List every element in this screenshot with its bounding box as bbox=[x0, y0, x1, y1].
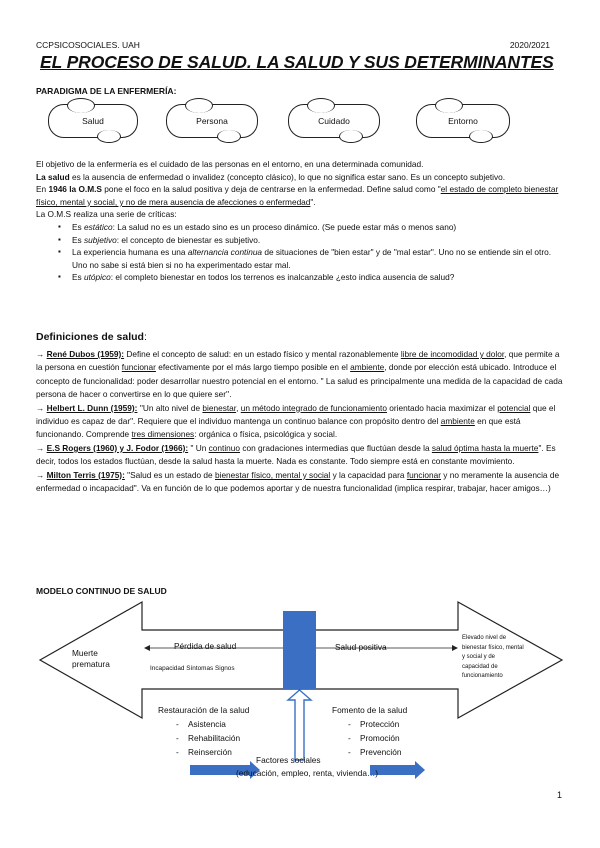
list-item: - Reinserción bbox=[176, 747, 232, 757]
def-terris: → Milton Terris (1975): "Salud es un estado de bienestar físico, mental y social y la capacidad para funcionar y no meramente la ausencia de enfermedad o incapacidad". Va en función de lo que podemos aportar y de nuestra funcionalidad (implica respirar, trabajar, hacer amigos…) bbox=[36, 469, 560, 494]
list-item: - Prevención bbox=[348, 747, 402, 757]
header-course: CCPSICOSOCIALES. UAH bbox=[36, 40, 140, 50]
page-title: EL PROCESO DE SALUD. LA SALUD Y SUS DETERMINANTES bbox=[40, 52, 554, 72]
promotion-block bbox=[332, 703, 407, 759]
positive-label: Salud positiva bbox=[335, 642, 387, 652]
left-end-label: Muerte prematura bbox=[72, 648, 110, 669]
loss-label: Pérdida de salud bbox=[174, 641, 237, 651]
cloud-persona: Persona bbox=[166, 104, 258, 138]
list-item: ▪ La experiencia humana es una alternancia continua de situaciones de "bien estar" y de "mal estar". Uno no se entiende sin el otro. Uno no sabe si está bien si no ha experimentado estar mal. bbox=[36, 246, 566, 271]
loss-arrow-head bbox=[144, 645, 150, 651]
list-item: - Promoción bbox=[348, 733, 400, 743]
intro-p2: La salud es la ausencia de enfermedad o invalidez (concepto clásico), lo que no significa estar sano. Es un concepto subjetivo. bbox=[36, 171, 506, 182]
list-item: ▪ Es estático: La salud no es un estado sino es un proceso dinámico. (Se puede estar más o menos sano) bbox=[36, 221, 566, 234]
def-dubos: → René Dubos (1959): Define el concepto de salud: en un estado físico y mental razonablemente libre de incomodidad y dolor, que permite a la persona en cuestión funcionar efectivamente por el más largo tiempo posible en el ambiente, donde por elección está ubicado. Introduce el concepto de funcionalidad: poder desarrollar nuestro potencial en el entorno. " La salud es principalmente una medida de la capacidad de cada persona de hacer o convertirse en lo que quiere ser''. bbox=[36, 349, 563, 400]
intro-p4: La O.M.S realiza una serie de críticas: bbox=[36, 209, 177, 220]
intro-p3: En 1946 la O.M.S pone el foco en la salud positiva y deja de centrarse en la enfermedad. Define salud como "el estado de completo bienestar físico, mental y social, y no de mera ausencia de afecciones o enfermedad". bbox=[36, 184, 559, 207]
factors-label: Factores sociales bbox=[256, 755, 321, 765]
header-year: 2020/2021 bbox=[509, 40, 550, 50]
def-rogers: → E.S Rogers (1960) y J. Fodor (1966): " Un continuo con gradaciones intermedias que fluctúan desde la salud óptima hasta la muerte". Es decir, todos los estados fluctúan, desde la salud hasta la muerte. Nada es constante. Todo siempre está en constante movimiento. bbox=[36, 442, 556, 467]
right-blue-arrow bbox=[370, 761, 425, 779]
list-item: ▪ Es subjetivo: el concepto de bienestar es subjetivo. bbox=[36, 234, 566, 247]
def-dunn: → Helbert L. Dunn (1959): ''Un alto nivel de bienestar, un método integrado de funcionamiento orientado hacia maximizar el potencial que el individuo es capaz de dar". Requiere que el individuo mantenga un continuo balance con propósito dentro del ambiente en que está funcionando. Comprende tres dimensiones: orgánica o física, psicológica y social. bbox=[36, 402, 556, 440]
model-heading: MODELO CONTINUO DE SALUD bbox=[36, 586, 167, 596]
intro-p1: El objetivo de la enfermería es el cuidado de las personas en el entorno, en una determinada comunidad. bbox=[36, 159, 424, 169]
center-bar bbox=[283, 611, 316, 689]
page-number: 1 bbox=[556, 790, 562, 800]
factors-sub-label: (educación, empleo, renta, vivienda…) bbox=[236, 768, 379, 778]
paradigm-heading: PARADIGMA DE LA ENFERMERÍA: bbox=[36, 86, 177, 96]
positive-arrow-head bbox=[452, 645, 458, 651]
up-arrow bbox=[288, 690, 311, 760]
cloud-entorno: Entorno bbox=[416, 104, 510, 138]
restoration-block bbox=[158, 703, 249, 759]
list-item: - Asistencia bbox=[176, 719, 226, 729]
loss-sub-label: Incapacidad Síntomas Signos bbox=[150, 665, 235, 672]
cloud-cuidado: Cuidado bbox=[288, 104, 380, 138]
list-item: - Protección bbox=[348, 719, 400, 729]
cloud-salud: Salud bbox=[48, 104, 138, 138]
list-item: ▪ Es utópico: el completo bienestar en todos los terrenos es inalcanzable ¿esto indica ausencia de salud? bbox=[36, 271, 566, 284]
promotion-title: Fomento de la salud bbox=[332, 705, 408, 715]
restoration-title: Restauración de la salud bbox=[158, 705, 250, 715]
list-item: - Rehabilitación bbox=[176, 733, 241, 743]
definitions-heading: Definiciones de salud: bbox=[36, 331, 147, 343]
right-end-label: Elevado nivel de bienestar físico, mental y social y de capacidad de funcionamiento bbox=[462, 635, 524, 679]
